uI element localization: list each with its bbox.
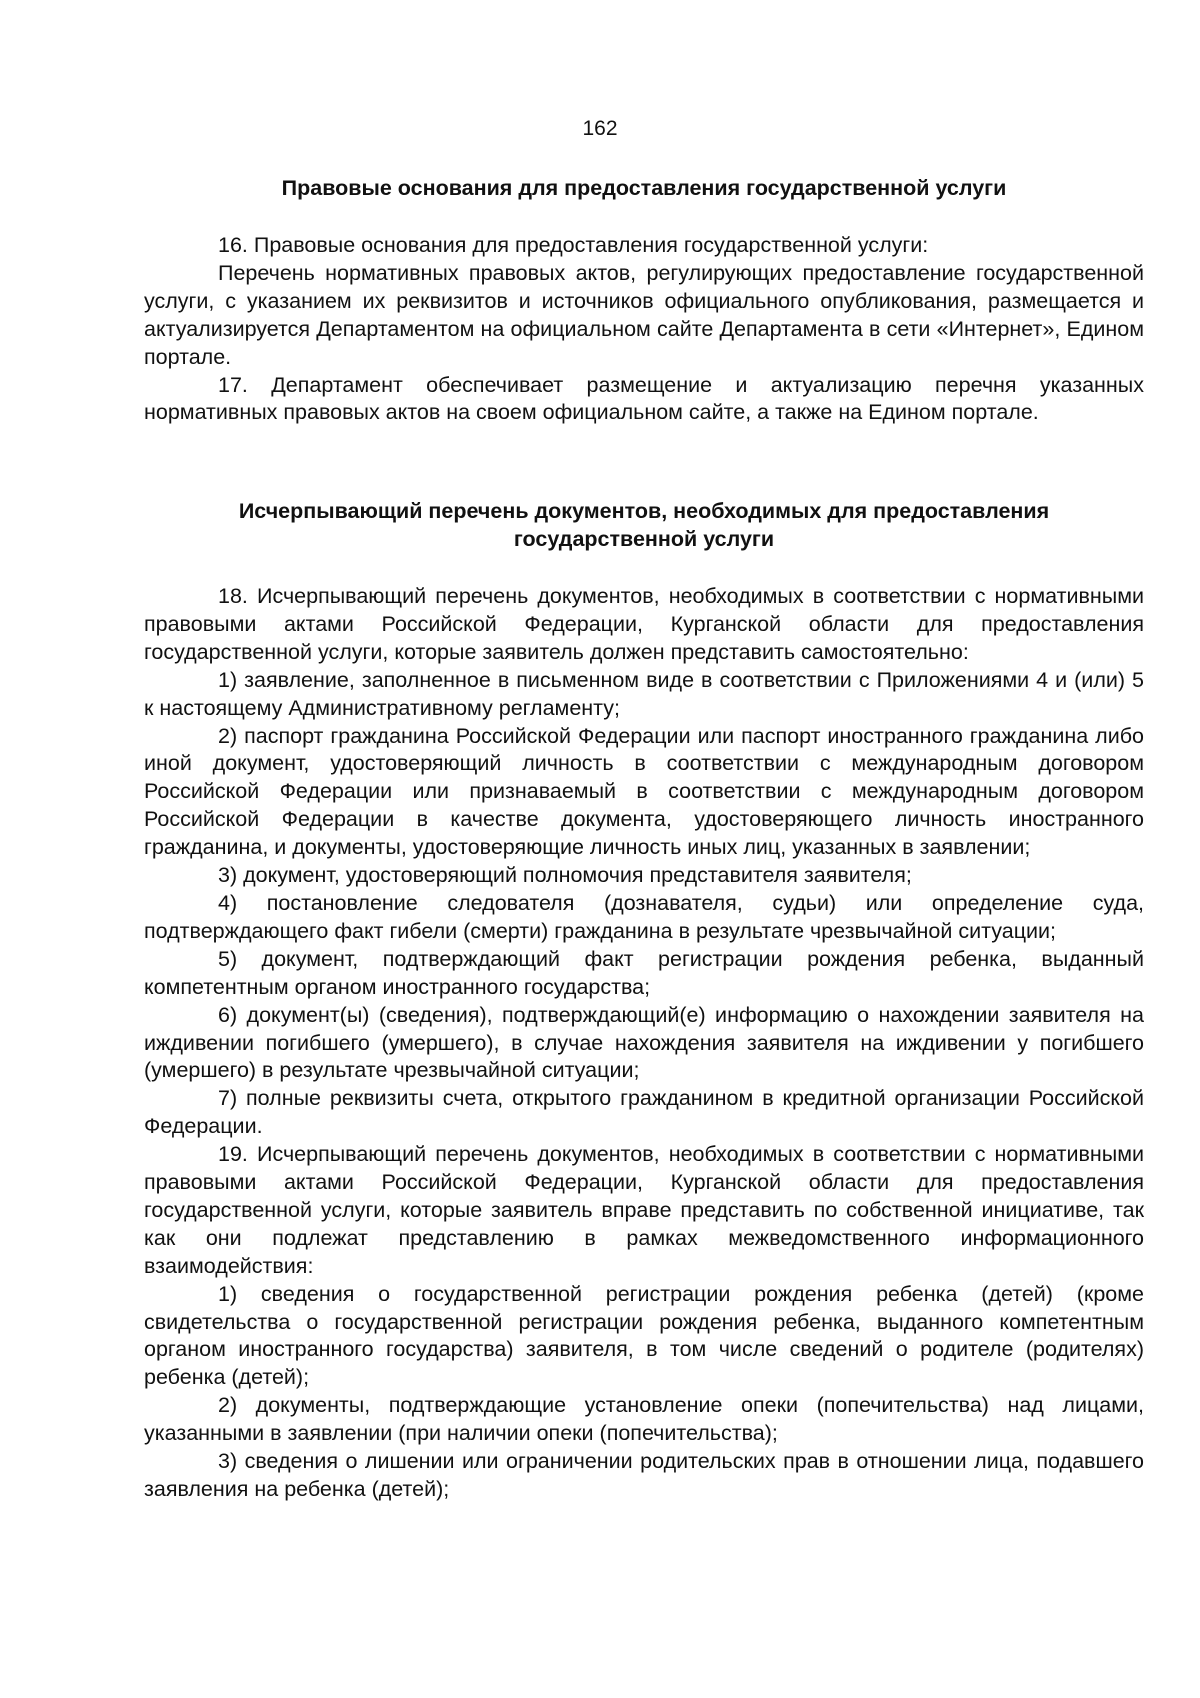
- paragraph-19: 19. Исчерпывающий перечень документов, необходимых в соответствии с нормативными правовыми актами Российской Федерации, Курганской области для предоставления государственной услуги, которые заявитель вправе представить по собственной инициативе, так как они подлежат представлению в рамках межведомственного информационного взаимодействия:: [144, 1142, 1144, 1278]
- section-heading-legal-basis: Правовые основания для предоставления государственной услуги: [281, 176, 1007, 200]
- list-item-19-1: 1) сведения о государственной регистрации рождения ребенка (детей) (кроме свидетельства о государственной регистрации рождения ребенка, выданного компетентным органом иностранного государства) заявителя, в том числе сведений о родителе (родителях) ребенка (детей);: [144, 1281, 1144, 1390]
- section-heading-documents-line1: Исчерпывающий перечень документов, необходимых для предоставления: [238, 499, 1050, 523]
- section-legal-basis-body: [144, 232, 1144, 427]
- list-item-19-2: 2) документы, подтверждающие установление опеки (попечительства) над лицами, указанными в заявлении (при наличии опеки (попечительства);: [144, 1393, 1144, 1446]
- list-item-18-6: 6) документ(ы) (сведения), подтверждающий(е) информацию о нахождении заявителя на иждивении погибшего (умершего), в случае нахождения заявителя на иждивении у погибшего (умершего) в результате чрезвычайной ситуации;: [144, 1002, 1144, 1083]
- list-item-18-7: 7) полные реквизиты счета, открытого гражданином в кредитной организации Российской Федерации.: [144, 1086, 1144, 1139]
- paragraph-16: 16. Правовые основания для предоставления государственной услуги:: [218, 233, 929, 257]
- list-item-18-4: 4) постановление следователя (дознавателя, судьи) или определение суда, подтверждающего факт гибели (смерти) гражданина в результате чрезвычайной ситуации;: [144, 890, 1144, 943]
- section-documents-heading-block: [144, 498, 1144, 553]
- paragraph-18: 18. Исчерпывающий перечень документов, необходимых в соответствии с нормативными правовыми актами Российской Федерации, Курганской области для предоставления государственной услуги, которые заявитель должен представить самостоятельно:: [144, 584, 1144, 664]
- page-number: 162: [582, 117, 618, 140]
- section-heading-documents-line2: государственной услуги: [513, 526, 775, 551]
- list-item-18-2: 2) паспорт гражданина Российской Федерации или паспорт иностранного гражданина либо иной документ, удостоверяющий личность в соответствии с международным договором Российской Федерации или признаваемый в соответствии с международным договором Российской Федерации в качестве документа, удостоверяющего личность иностранного гражданина, и документы, удостоверяющие личность иных лиц, указанных в заявлении;: [144, 723, 1144, 860]
- paragraph-17: 17. Департамент обеспечивает размещение и актуализацию перечня указанных нормативных правовых актов на своем официальном сайте, а также на Едином портале.: [144, 372, 1144, 425]
- list-item-18-5: 5) документ, подтверждающий факт регистрации рождения ребенка, выданный компетентным органом иностранного государства;: [144, 946, 1144, 999]
- paragraph-legal-acts-list: Перечень нормативных правовых актов, регулирующих предоставление государственной услуги, с указанием их реквизитов и источников официального опубликования, размещается и актуализируется Департаментом на официальном сайте Департамента в сети «Интернет», Едином портале.: [144, 260, 1144, 369]
- section-documents-body: [144, 583, 1144, 1504]
- list-item-18-3: 3) документ, удостоверяющий полномочия представителя заявителя;: [218, 863, 912, 888]
- list-item-18-1: 1) заявление, заполненное в письменном виде в соответствии с Приложениями 4 и (или) 5 к настоящему Административному регламенту;: [144, 667, 1144, 720]
- section-legal-basis-heading-block: [144, 175, 1144, 203]
- list-item-19-3: 3) сведения о лишении или ограничении родительских прав в отношении лица, подавшего заявления на ребенка (детей);: [144, 1449, 1144, 1501]
